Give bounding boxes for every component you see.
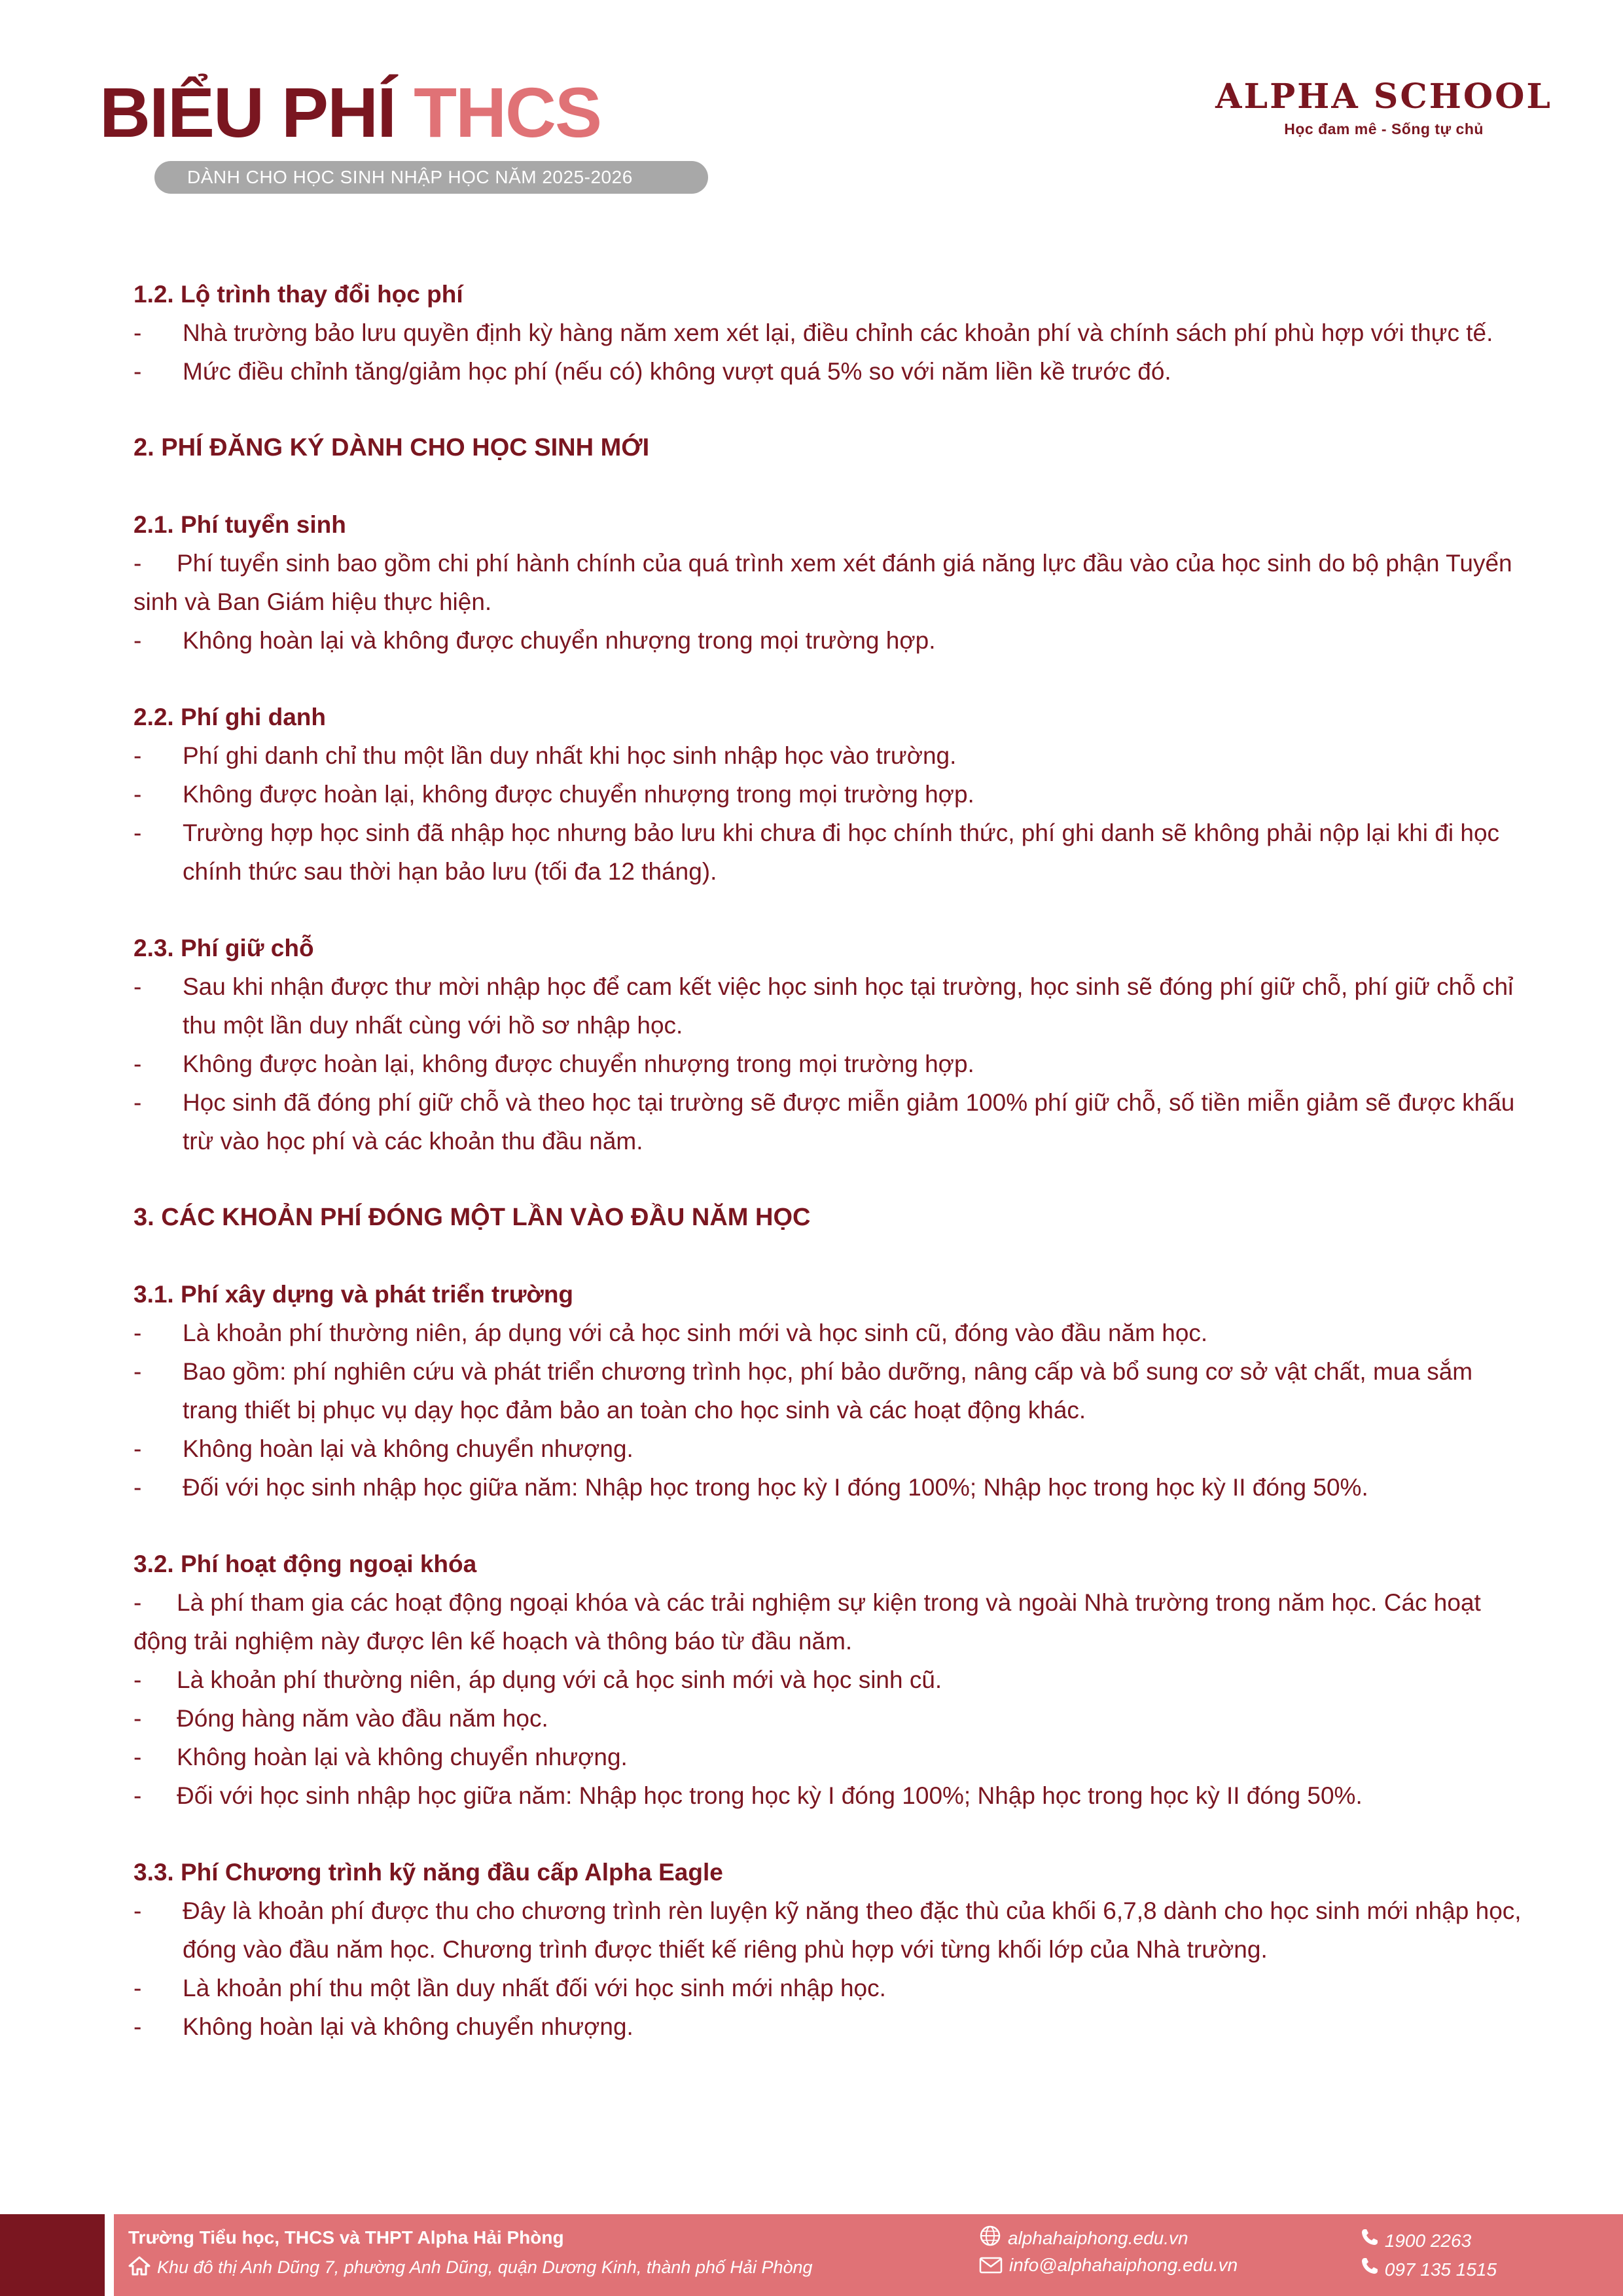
subtitle-pill: DÀNH CHO HỌC SINH NHẬP HỌC NĂM 2025-2026: [154, 161, 708, 194]
footer-email[interactable]: [979, 2255, 1238, 2278]
section-2-1-title: 2.1. Phí tuyển sinh: [134, 511, 346, 538]
footer-website[interactable]: [979, 2225, 1188, 2251]
footer-address-text: Khu đô thị Anh Dũng 7, phường Anh Dũng, quận Dương Kinh, thành phố Hải Phòng: [157, 2257, 813, 2277]
school-logo: [1215, 77, 1552, 138]
title-part-2: THCS: [414, 73, 601, 152]
list-item: - Đóng hàng năm vào đầu năm học.: [134, 1699, 1534, 1738]
section-3-1-title: 3.1. Phí xây dựng và phát triển trường: [134, 1281, 574, 1308]
list-item: - Không hoàn lại và không chuyển nhượng.: [134, 2007, 1534, 2046]
list-item: - Không được hoàn lại, không được chuyển nhượng trong mọi trường hợp.: [134, 775, 1534, 814]
paragraph-text: Phí tuyển sinh bao gồm chi phí hành chính của quá trình xem xét đánh giá năng lực đầu vào của học sinh do bộ phận Tuyển sinh và Ban Giám hiệu thực hiện.: [134, 550, 1512, 615]
section-3-2-title: 3.2. Phí hoạt động ngoại khóa: [134, 1551, 477, 1577]
section-3-title: 3. CÁC KHOẢN PHÍ ĐÓNG MỘT LẦN VÀO ĐẦU NĂM HỌC: [134, 1204, 811, 1231]
phone-1-text: 1900 2263: [1384, 2231, 1472, 2251]
phone-icon: [1360, 2259, 1385, 2280]
website-text: alphahaiphong.edu.vn: [1008, 2228, 1188, 2248]
list-item: - Đây là khoản phí được thu cho chương trình rèn luyện kỹ năng theo đặc thù của khối 6,7,8 dành cho học sinh mới nhập học, đóng vào đầu năm học. Chương trình được thiết kế riêng phù hợp với từng khối lớp của Nhà trường.: [134, 1892, 1534, 1969]
paragraph: - Là phí tham gia các hoạt động ngoại khóa và các trải nghiệm sự kiện trong và ngoài Nhà trường trong năm học. Các hoạt động trải nghiệm này được lên kế hoạch và thông báo từ đầu năm.: [134, 1589, 1481, 1655]
document-body: [134, 275, 1534, 2046]
globe-icon: [979, 2225, 1001, 2251]
phone-icon: [1360, 2231, 1385, 2251]
list-item: - Không được hoàn lại, không được chuyển nhượng trong mọi trường hợp.: [134, 1045, 1534, 1083]
footer-school-name: Trường Tiểu học, THCS và THPT Alpha Hải Phòng: [128, 2227, 564, 2248]
list-item: - Không hoàn lại và không chuyển nhượng.: [134, 1429, 1534, 1468]
home-icon: [128, 2256, 151, 2280]
footer-phone-1[interactable]: [1360, 2227, 1471, 2251]
list-item: - Sau khi nhận được thư mời nhập học để cam kết việc học sinh học tại trường, học sinh sẽ đóng phí giữ chỗ, phí giữ chỗ chỉ thu một lần duy nhất cùng với hồ sơ nhập học.: [134, 967, 1534, 1045]
section-2-2-title: 2.2. Phí ghi danh: [134, 704, 326, 730]
mail-icon: [979, 2257, 1003, 2278]
list-item: - Nhà trường bảo lưu quyền định kỳ hàng năm xem xét lại, điều chỉnh các khoản phí và chính sách phí phù hợp với thực tế.: [134, 314, 1534, 352]
section-2-title: 2. PHÍ ĐĂNG KÝ DÀNH CHO HỌC SINH MỚI: [134, 434, 650, 461]
list-item: - Không hoàn lại và không được chuyển nhượng trong mọi trường hợp.: [134, 621, 1534, 660]
list-item: - Là khoản phí thường niên, áp dụng với cả học sinh mới và học sinh cũ, đóng vào đầu năm học.: [134, 1314, 1534, 1352]
section-3-3-title: 3.3. Phí Chương trình kỹ năng đầu cấp Alpha Eagle: [134, 1859, 723, 1886]
logo-tagline: Học đam mê - Sống tự chủ: [1284, 120, 1484, 137]
footer: [114, 2214, 1623, 2296]
section-2-3-title: 2.3. Phí giữ chỗ: [134, 935, 314, 961]
title-part-1: BIỂU PHÍ: [99, 73, 396, 152]
section-1-2-title: 1.2. Lộ trình thay đổi học phí: [134, 281, 463, 308]
list-item: - Bao gồm: phí nghiên cứu và phát triển chương trình học, phí bảo dưỡng, nâng cấp và bổ sung cơ sở vật chất, mua sắm trang thiết bị phục vụ dạy học đảm bảo an toàn cho học sinh và các hoạt động khác.: [134, 1352, 1534, 1429]
list-item: - Trường hợp học sinh đã nhập học nhưng bảo lưu khi chưa đi học chính thức, phí ghi danh sẽ không phải nộp lại khi đi học chính thức sau thời hạn bảo lưu (tối đa 12 tháng).: [134, 814, 1534, 891]
footer-phone-2[interactable]: [1360, 2256, 1497, 2280]
list-item: - Là khoản phí thu một lần duy nhất đối với học sinh mới nhập học.: [134, 1969, 1534, 2007]
logo-name: ALPHA SCHOOL: [1215, 77, 1552, 117]
list-item: - Đối với học sinh nhập học giữa năm: Nhập học trong học kỳ I đóng 100%; Nhập học trong học kỳ II đóng 50%.: [134, 1776, 1534, 1815]
footer-address: [128, 2256, 813, 2280]
paragraph: - Phí tuyển sinh bao gồm chi phí hành chính của quá trình xem xét đánh giá năng lực đầu vào của học sinh do bộ phận Tuyển sinh và Ban Giám hiệu thực hiện.: [134, 550, 1512, 615]
list-item: - Mức điều chỉnh tăng/giảm học phí (nếu có) không vượt quá 5% so với năm liền kề trước đó.: [134, 352, 1534, 391]
paragraph-text: Là phí tham gia các hoạt động ngoại khóa và các trải nghiệm sự kiện trong và ngoài Nhà trường trong năm học. Các hoạt động trải nghiệm này được lên kế hoạch và thông báo từ đầu năm.: [134, 1589, 1481, 1655]
list-item: - Phí ghi danh chỉ thu một lần duy nhất khi học sinh nhập học vào trường.: [134, 736, 1534, 775]
list-item: - Đối với học sinh nhập học giữa năm: Nhập học trong học kỳ I đóng 100%; Nhập học trong học kỳ II đóng 50%.: [134, 1468, 1534, 1507]
document-title: [99, 73, 601, 152]
email-text: info@alphahaiphong.edu.vn: [1009, 2255, 1238, 2275]
phone-2-text: 097 135 1515: [1384, 2259, 1497, 2280]
list-item: - Không hoàn lại và không chuyển nhượng.: [134, 1738, 1534, 1776]
footer-accent-block: [0, 2214, 105, 2296]
list-item: - Học sinh đã đóng phí giữ chỗ và theo học tại trường sẽ được miễn giảm 100% phí giữ chỗ, số tiền miễn giảm sẽ được khấu trừ vào học phí và các khoản thu đầu năm.: [134, 1083, 1534, 1160]
list-item: - Là khoản phí thường niên, áp dụng với cả học sinh mới và học sinh cũ.: [134, 1660, 1534, 1699]
